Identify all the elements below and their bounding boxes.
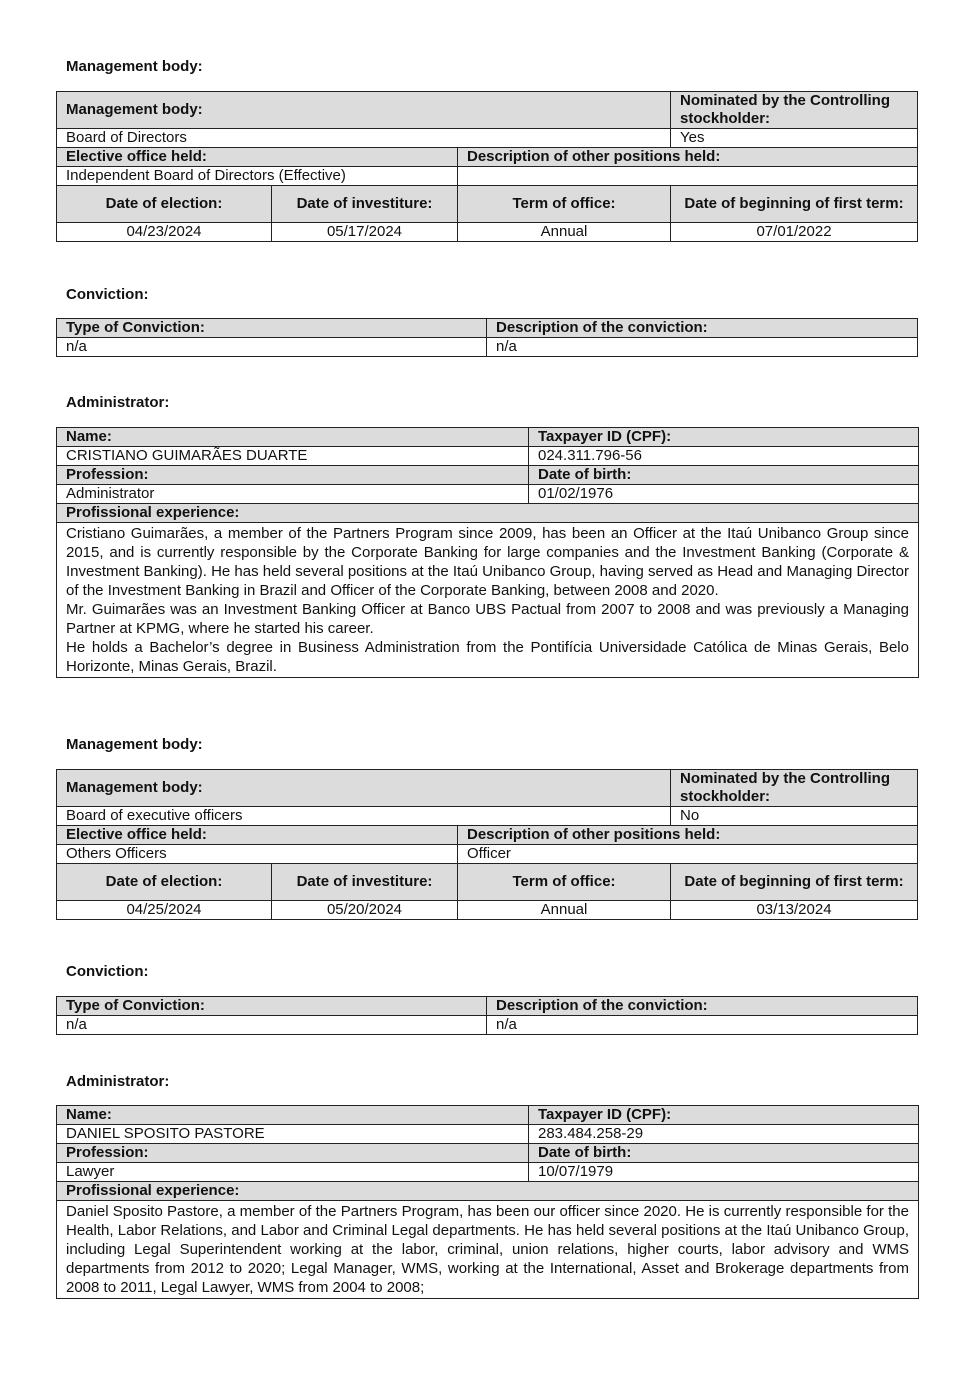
elective-office-header: Elective office held:	[57, 826, 458, 845]
term-office-header: Term of office:	[458, 186, 671, 223]
experience-paragraph: Cristiano Guimarães, a member of the Partners Program since 2009, has been an Officer at the Itaú Unibanco Group since 2015, and is currently responsible by the Corporate Banking for large companies and the Investment Banking (Corporate & Investment Banking). He has held several positions at the Itaú Unibanco Group, having served as Head and Managing Director of the Investment Banking in Brazil and Officer of the Corporate Banking, between 2008 and 2020.	[66, 525, 909, 599]
experience-text	[57, 1201, 919, 1299]
section-title-management-body: Management body:	[66, 58, 203, 75]
profession-header: Profession:	[57, 466, 529, 485]
other-positions-header: Description of other positions held:	[458, 148, 918, 167]
administrator-table	[56, 1105, 919, 1299]
taxpayer-value: 283.484.258-29	[529, 1125, 919, 1144]
elective-office-value: Others Officers	[57, 845, 458, 864]
date-investiture-value: 05/17/2024	[272, 223, 458, 242]
elective-office-header: Elective office held:	[57, 148, 458, 167]
first-term-value: 03/13/2024	[671, 901, 918, 920]
experience-paragraph: He holds a Bachelor’s degree in Business Administration from the Pontifícia Universidade Católica de Minas Gerais, Belo Horizonte, Minas Gerais, Brazil.	[66, 639, 909, 675]
management-body-header: Management body:	[57, 92, 671, 129]
nominated-value: No	[671, 807, 918, 826]
conviction-type-header: Type of Conviction:	[57, 319, 487, 338]
experience-header: Profissional experience:	[57, 1182, 919, 1201]
name-value: CRISTIANO GUIMARÃES DUARTE	[57, 447, 529, 466]
section-title-conviction: Conviction:	[66, 963, 149, 980]
section-title-administrator: Administrator:	[66, 1073, 170, 1090]
elective-office-value: Independent Board of Directors (Effective)	[57, 167, 458, 186]
experience-header: Profissional experience:	[57, 504, 919, 523]
first-term-value: 07/01/2022	[671, 223, 918, 242]
management-body-value: Board of executive officers	[57, 807, 671, 826]
first-term-header: Date of beginning of first term:	[671, 186, 918, 223]
section-title-conviction: Conviction:	[66, 286, 149, 303]
section-title-administrator: Administrator:	[66, 394, 170, 411]
date-investiture-header: Date of investiture:	[272, 864, 458, 901]
conviction-description-value: n/a	[487, 338, 918, 357]
taxpayer-value: 024.311.796-56	[529, 447, 919, 466]
conviction-table	[56, 996, 918, 1035]
management-body-table	[56, 91, 918, 242]
name-header: Name:	[57, 428, 529, 447]
conviction-description-header: Description of the conviction:	[487, 997, 918, 1016]
term-office-header: Term of office:	[458, 864, 671, 901]
section-title-management-body: Management body:	[66, 736, 203, 753]
term-office-value: Annual	[458, 901, 671, 920]
taxpayer-header: Taxpayer ID (CPF):	[529, 1106, 919, 1125]
profession-header: Profession:	[57, 1144, 529, 1163]
term-office-value: Annual	[458, 223, 671, 242]
management-body-table	[56, 769, 918, 920]
administrator-table	[56, 427, 919, 678]
birth-value: 10/07/1979	[529, 1163, 919, 1182]
first-term-header: Date of beginning of first term:	[671, 864, 918, 901]
other-positions-value	[458, 167, 918, 186]
birth-header: Date of birth:	[529, 466, 919, 485]
name-header: Name:	[57, 1106, 529, 1125]
experience-paragraph: Mr. Guimarães was an Investment Banking Officer at Banco UBS Pactual from 2007 to 2008 and was previously a Managing Partner at KPMG, where he started his career.	[66, 601, 909, 637]
experience-paragraph: Daniel Sposito Pastore, a member of the Partners Program, has been our officer since 2020. He is currently responsible for the Health, Labor Relations, and Labor and Criminal Legal departments. He has held several positions at the Itaú Unibanco Group, including Legal Superintendent working at the labor, criminal, union relations, higher courts, labor advisory and WMS departments from 2012 to 2020; Legal Manager, WMS, working at the International, Asset and Brokerage departments from 2008 to 2011, Legal Lawyer, WMS from 2004 to 2008;	[66, 1203, 909, 1296]
experience-text	[57, 523, 919, 678]
date-investiture-header: Date of investiture:	[272, 186, 458, 223]
date-election-header: Date of election:	[57, 186, 272, 223]
conviction-description-value: n/a	[487, 1016, 918, 1035]
date-election-value: 04/23/2024	[57, 223, 272, 242]
nominated-header: Nominated by the Controlling stockholder:	[671, 92, 918, 129]
conviction-description-header: Description of the conviction:	[487, 319, 918, 338]
birth-header: Date of birth:	[529, 1144, 919, 1163]
management-body-header: Management body:	[57, 770, 671, 807]
conviction-type-value: n/a	[57, 338, 487, 357]
date-election-header: Date of election:	[57, 864, 272, 901]
other-positions-header: Description of other positions held:	[458, 826, 918, 845]
date-election-value: 04/25/2024	[57, 901, 272, 920]
nominated-header: Nominated by the Controlling stockholder:	[671, 770, 918, 807]
profession-value: Administrator	[57, 485, 529, 504]
management-body-value: Board of Directors	[57, 129, 671, 148]
conviction-table	[56, 318, 918, 357]
name-value: DANIEL SPOSITO PASTORE	[57, 1125, 529, 1144]
conviction-type-header: Type of Conviction:	[57, 997, 487, 1016]
nominated-value: Yes	[671, 129, 918, 148]
taxpayer-header: Taxpayer ID (CPF):	[529, 428, 919, 447]
other-positions-value: Officer	[458, 845, 918, 864]
date-investiture-value: 05/20/2024	[272, 901, 458, 920]
conviction-type-value: n/a	[57, 1016, 487, 1035]
birth-value: 01/02/1976	[529, 485, 919, 504]
profession-value: Lawyer	[57, 1163, 529, 1182]
